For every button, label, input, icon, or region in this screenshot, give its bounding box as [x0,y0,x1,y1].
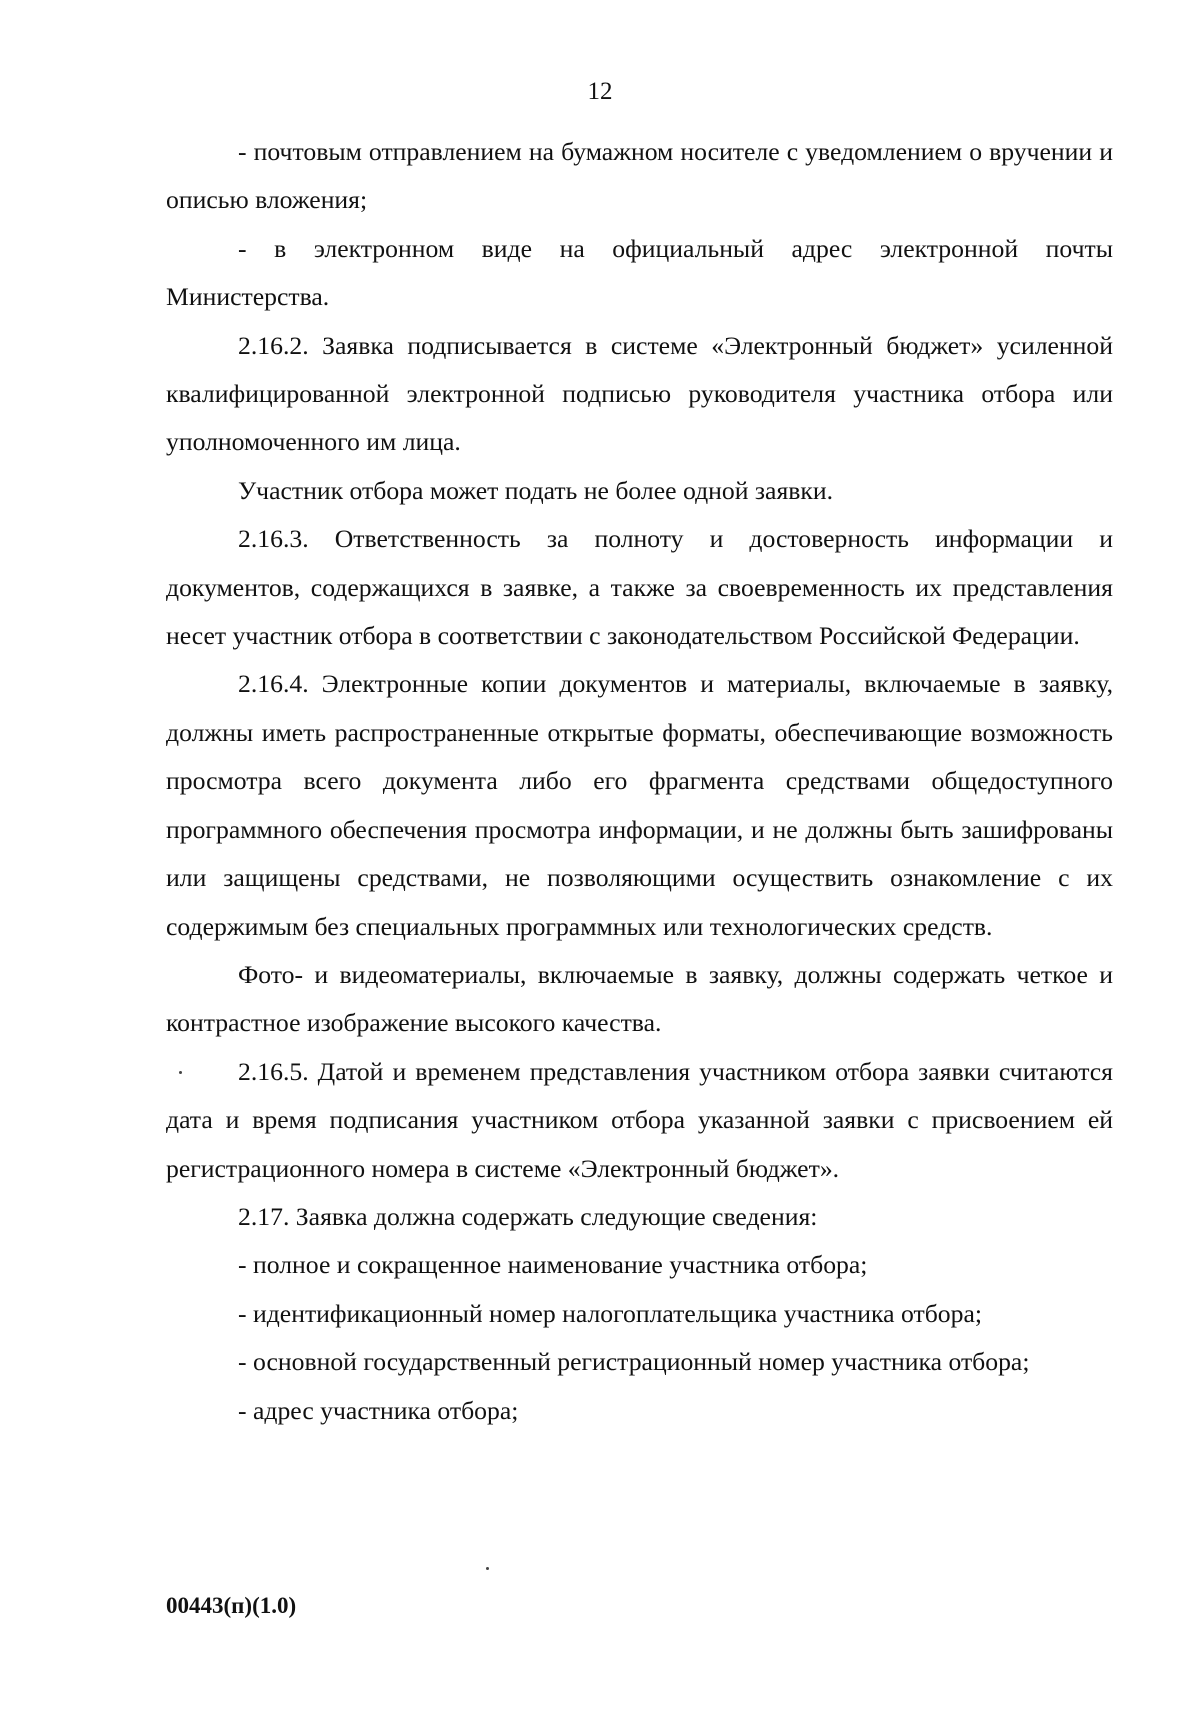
list-item-registration-number: - основной государственный регистрационный номер участника отбора; [238,1347,1030,1377]
paragraph-photo-video: Фото- и видеоматериалы, включаемые в заявку, должны содержать четкое и контрастное изображение высокого качества. [166,959,1113,1038]
scan-speck [486,1567,489,1570]
paragraph-2-17: 2.17. Заявка должна содержать следующие сведения: [238,1201,818,1231]
paragraph-2-16-3: 2.16.3. Ответственность за полноту и достоверность информации и документов, содержащихся в заявке, а также за своевременность их представления несет участник отбора в соответствии с законодательством Российской Федерации. [166,524,1113,651]
paragraph-2-16-4: 2.16.4. Электронные копии документов и материалы, включаемые в заявку, должны иметь распространенные открытые форматы, обеспечивающие возможность просмотра всего документа либо его фрагмента средствами общедоступного программного обеспечения просмотра информации, и не должны быть зашифрованы или защищены средствами, не позволяющими осуществить ознакомление с их содержимым без специальных программных или технологических средств. [166,669,1113,941]
page-number: 12 [587,78,613,105]
paragraph-postal-delivery: - почтовым отправлением на бумажном носителе с уведомлением о вручении и описью вложения; [166,137,1113,215]
paragraph-single-application: Участник отбора может подать не более одной заявки. [238,475,834,505]
paragraph-2-16-5: 2.16.5. Датой и временем представления участником отбора заявки считаются дата и время подписания участником отбора указанной заявки с присвоением ей регистрационного номера в системе «Электронный бюджет». [166,1056,1113,1183]
list-item-participant-name: - полное и сокращенное наименование участника отбора; [238,1250,868,1280]
paragraph-electronic-delivery: - в электронном виде на официальный адрес электронной почты Министерства. [166,233,1113,312]
document-body [166,128,1113,1435]
list-item-taxpayer-number: - идентификационный номер налогоплательщика участника отбора; [238,1298,982,1328]
list-item-participant-address: - адрес участника отбора; [238,1395,519,1425]
scan-speck [179,1071,182,1074]
document-code: 00443(п)(1.0) [166,1593,297,1618]
paragraph-2-16-2: 2.16.2. Заявка подписывается в системе «Электронный бюджет» усиленной квалифицированной электронной подписью руководителя участника отбора или уполномоченного им лица. [166,330,1113,457]
